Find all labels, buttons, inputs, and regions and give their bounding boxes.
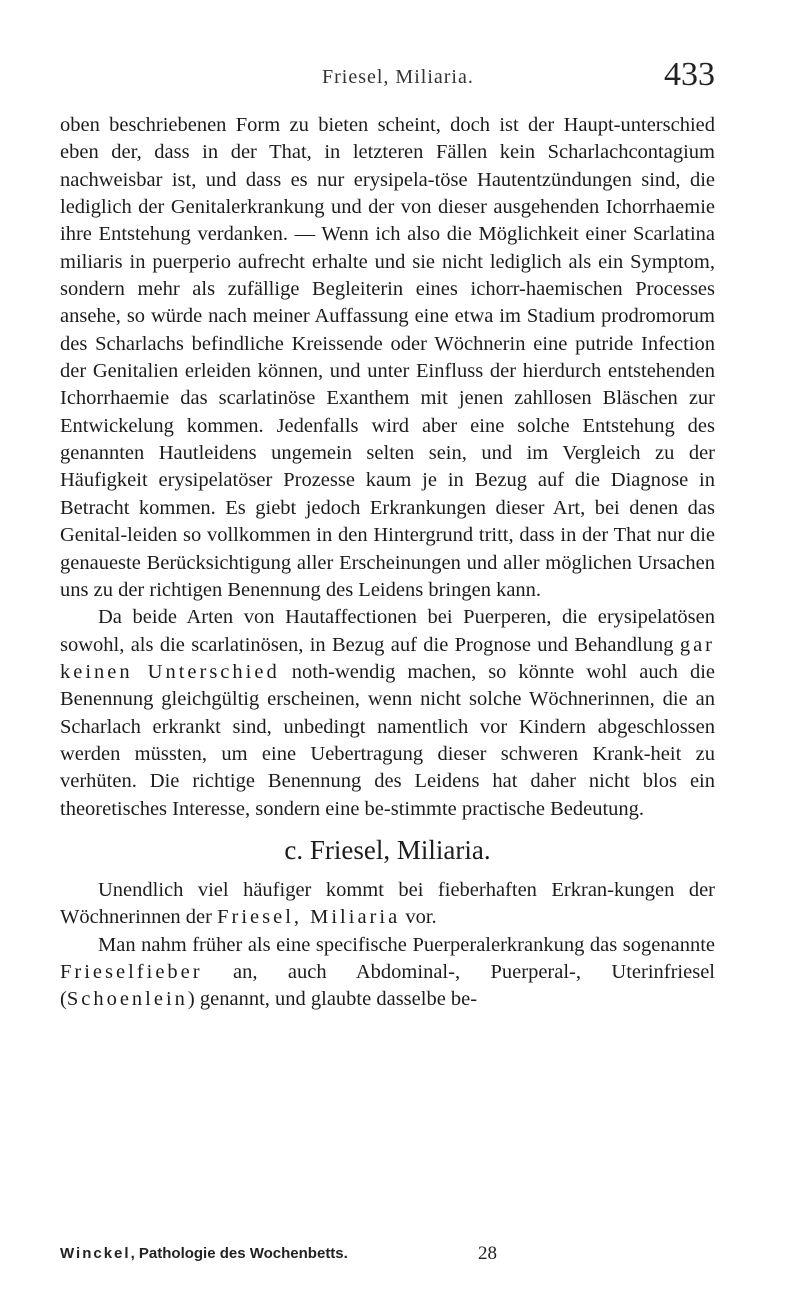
paragraph-2 (60, 604, 715, 823)
body-text (60, 112, 715, 1014)
signature-mark: 28 (478, 1243, 497, 1264)
paragraph-4-emphasis-1: Frieselfieber (60, 960, 203, 983)
paragraph-3-text-b: vor. (400, 906, 437, 929)
paragraph-4-text-b: an, auch Abdominal-, Puerperal-, Uterinfriesel ( (60, 960, 715, 1011)
paragraph-2-text-b: noth-wendig machen, so könnte wohl auch die Benennung gleichgültig erscheinen, wenn nicht solche Wöchnerinnen, die an Scharlach erkrankt sind, unbedingt namentlich vor Kindern abgeschlossen werden müssten, um eine Uebertragung dieser schweren Krank-heit zu verhüten. Die richtige Benennung des Leidens hat daher nicht blos ein theoretisches Interesse, sondern eine be-stimmte practische Bedeutung. (60, 660, 715, 820)
running-title: Friesel, Miliaria. (322, 66, 474, 88)
footer-author: Winckel (60, 1245, 131, 1262)
paragraph-4-text-c: ) genannt, und glaubte dasselbe be- (187, 988, 478, 1011)
running-head (60, 38, 715, 93)
section-heading: c. Friesel, Miliaria. (284, 834, 491, 865)
paragraph-4-text-a: Man nahm früher als eine specifische Puerperalerkrankung das sogenannte (98, 933, 715, 956)
paragraph-2-emphasis: gar keinen Unterschied (60, 633, 715, 683)
paragraph-2-text-a: Da beide Arten von Hautaffectionen bei Puerperen, die erysipelatösen sowohl, als die scarlatinösen, in Bezug auf die Prognose und Behandlung (60, 606, 715, 656)
paragraph-1: oben beschriebenen Form zu bieten scheint, doch ist der Haupt-unterschied eben der, dass in der That, in letzteren Fällen kein Scharlachcontagium nachweisbar ist, und dass es nur erysipela-töse Hautentzündungen sind, die lediglich der Genitalerkrankung und der von dieser ausgehenden Ichorrhaemie ihre Entstehung verdanken. — Wenn ich also die Möglichkeit einer Scarlatina miliaris in puerperio aufrecht erhalte und sie nicht lediglich als ein Symptom, sondern mehr als zufällige Begleiterin eines ichorr-haemischen Processes ansehe, so würde nach meiner Auffassung eine etwa im Stadium prodromorum des Scharlachs befindliche Kreissende oder Wöchnerin eine putride Infection der Genitalien erleiden können, und unter Einfluss der hierdurch entstehenden Ichorrhaemie das scarlatinöse Exanthem mit jenen zahllosen Bläschen zur Entwickelung kommen. Jedenfalls wird aber eine solche Entstehung des genannten Hautleidens ungemein selten sein, und im Vergleich zu der Häufigkeit erysipelatöser Prozesse kaum je in Bezug auf die Diagnose in Betracht kommen. Es giebt jedoch Erkrankungen dieser Art, bei denen das Genital-leiden so vollkommen in den Hintergrund tritt, dass in der That nur die genaueste Berücksichtigung aller Erscheinungen und aller möglichen Ursachen uns zu der richtigen Benennung des Leidens bringen kann. (60, 114, 715, 601)
paragraph-3-emphasis: Friesel, Miliaria (217, 906, 401, 929)
page-footer (60, 1245, 715, 1269)
page-number: 433 (664, 56, 715, 93)
footer-citation (60, 1245, 348, 1262)
footer-book-title: , Pathologie des Wochenbetts. (130, 1245, 348, 1262)
paragraph-3 (60, 877, 715, 932)
paragraph-3-text-a: Unendlich viel häufiger kommt bei fieberhaften Erkran-kungen der Wöchnerinnen der (60, 878, 715, 929)
paragraph-4 (60, 932, 715, 1014)
paragraph-4-emphasis-2: Schoenlein (66, 988, 188, 1011)
